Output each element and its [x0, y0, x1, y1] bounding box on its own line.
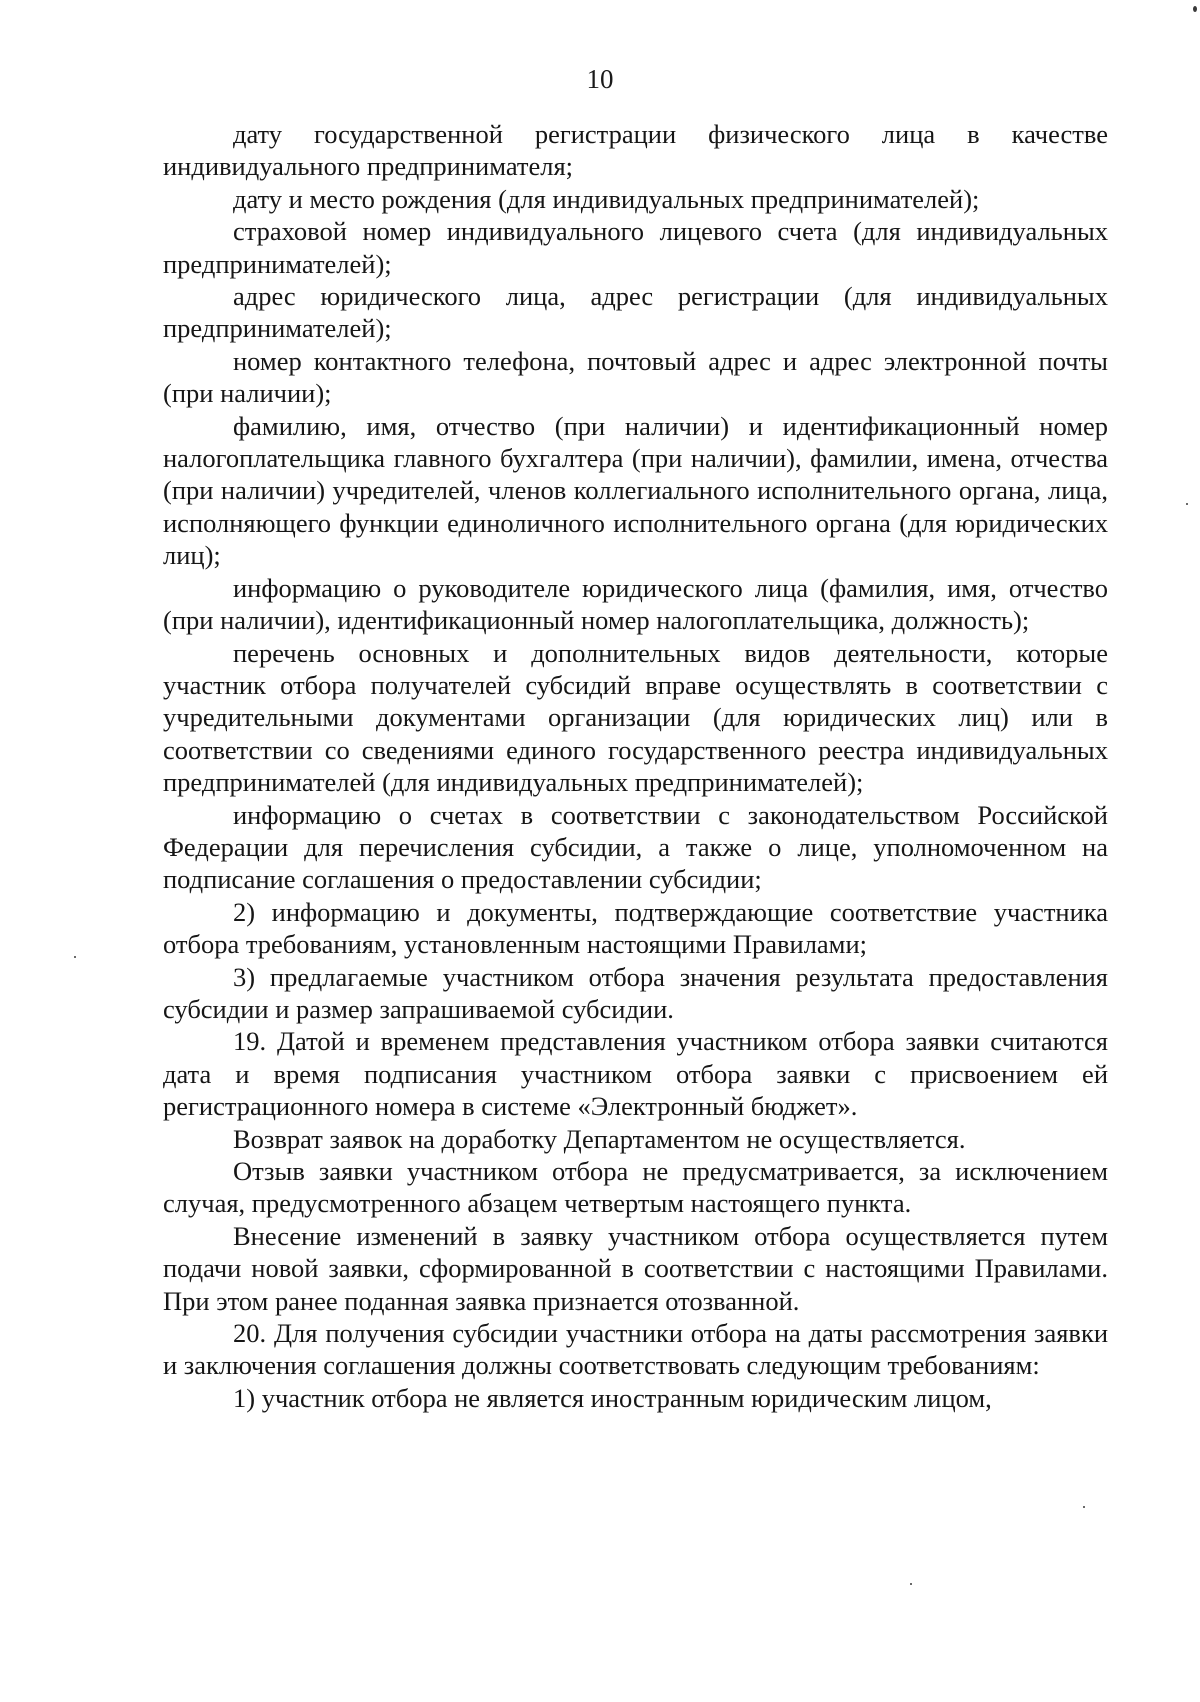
- page-number: 10: [586, 64, 614, 94]
- paragraph: информацию о счетах в соответствии с законодательством Российской Федерации для перечисления субсидии, а также о лице, уполномоченном на подписание соглашения о предоставлении субсидии;: [163, 799, 1108, 895]
- document-body: [163, 118, 1108, 1414]
- paragraph: адрес юридического лица, адрес регистрации (для индивидуальных предпринимателей);: [163, 281, 1108, 344]
- scan-speck: [1193, 6, 1197, 12]
- paragraph: 3) предлагаемые участником отбора значения результата предоставления субсидии и размер запрашиваемой субсидии.: [163, 961, 1108, 1024]
- paragraph: перечень основных и дополнительных видов деятельности, которые участник отбора получателей субсидий вправе осуществлять в соответствии с учредительными документами организации (для юридических лиц) или в соответствии со сведениями единого государственного реестра индивидуальных предпринимателей (для индивидуальных предпринимателей);: [163, 637, 1108, 798]
- scan-speck: [910, 1583, 912, 1585]
- paragraph: номер контактного телефона, почтовый адрес и адрес электронной почты (при наличии);: [163, 345, 1108, 409]
- paragraph: Возврат заявок на доработку Департаментом не осуществляется.: [233, 1123, 966, 1154]
- paragraph: 1) участник отбора не является иностранным юридическим лицом,: [233, 1382, 992, 1413]
- paragraph: 19. Датой и временем представления участником отбора заявки считаются дата и время подписания участником отбора заявки с присвоением ей регистрационного номера в системе «Электронный бюджет».: [163, 1026, 1108, 1122]
- paragraph: страховой номер индивидуального лицевого счета (для индивидуальных предпринимателей);: [163, 216, 1108, 279]
- scan-speck: [1186, 503, 1188, 505]
- paragraph: фамилию, имя, отчество (при наличии) и идентификационный номер налогоплательщика главного бухгалтера (при наличии), фамилии, имена, отчества (при наличии) учредителей, членов коллегиального исполнительного органа, лица, исполняющего функции единоличного исполнительного органа (для юридических лиц);: [163, 410, 1108, 571]
- paragraph: 2) информацию и документы, подтверждающие соответствие участника отбора требованиям, установленным настоящими Правилами;: [163, 896, 1108, 960]
- paragraph: дату государственной регистрации физического лица в качестве индивидуального предпринимателя;: [163, 119, 1108, 182]
- paragraph: Отзыв заявки участником отбора не предусматривается, за исключением случая, предусмотренного абзацем четвертым настоящего пункта.: [163, 1156, 1108, 1219]
- scan-speck: [74, 956, 76, 958]
- scan-speck: [1083, 1506, 1085, 1508]
- paragraph: 20. Для получения субсидии участники отбора на даты рассмотрения заявки и заключения соглашения должны соответствовать следующим требованиям:: [163, 1318, 1108, 1381]
- paragraph: информацию о руководителе юридического лица (фамилия, имя, отчество (при наличии), идентификационный номер налогоплательщика, должность);: [163, 572, 1108, 636]
- paragraph: Внесение изменений в заявку участником отбора осуществляется путем подачи новой заявки, сформированной в соответствии с настоящими Правилами. При этом ранее поданная заявка признается отозванной.: [163, 1220, 1108, 1316]
- paragraph: дату и место рождения (для индивидуальных предпринимателей);: [233, 183, 980, 214]
